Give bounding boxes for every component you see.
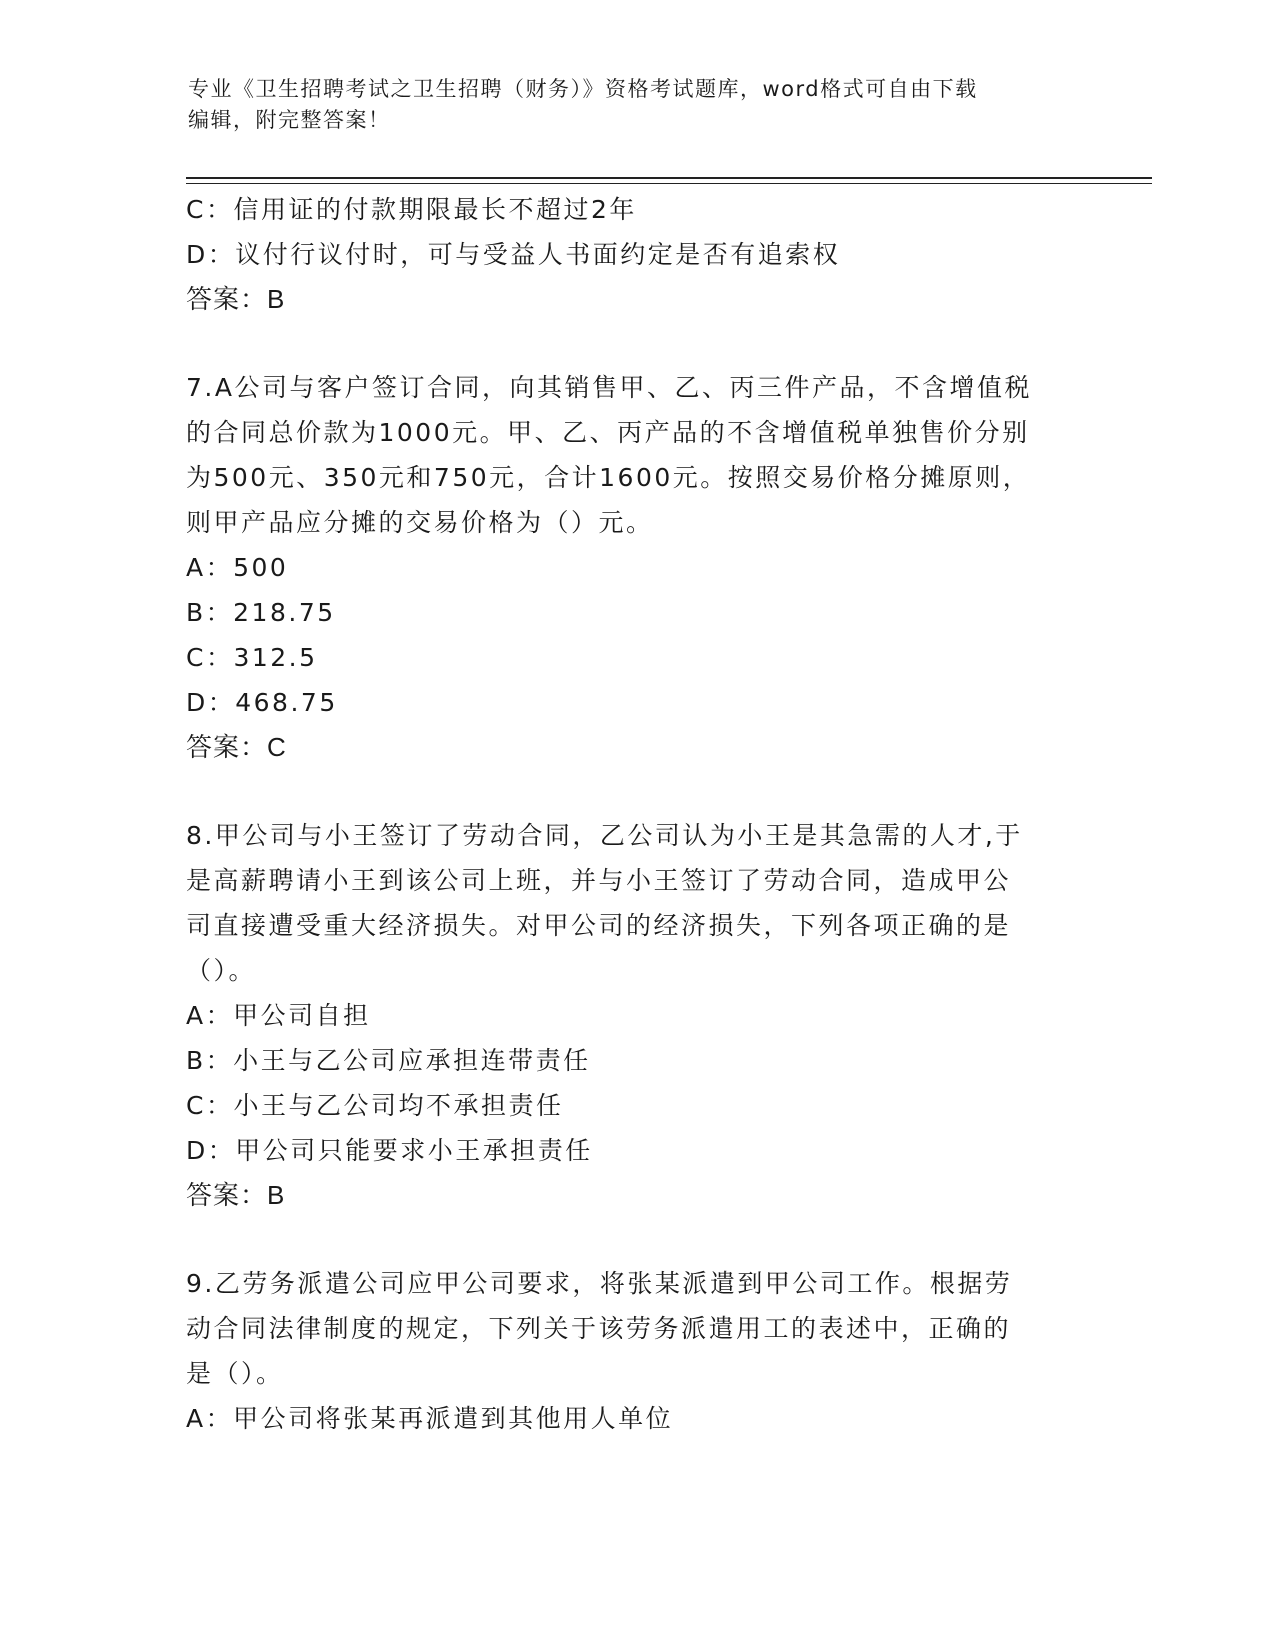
question-stem-line: （）。 — [186, 956, 257, 985]
question-stem-line: 9.乙劳务派遣公司应甲公司要求，将张某派遣到甲公司工作。根据劳 — [186, 1269, 1013, 1298]
answer-line: 答案：B — [186, 1180, 286, 1210]
header-line-2: 编辑，附完整答案！ — [188, 108, 391, 132]
option-a: A：500 — [186, 553, 289, 582]
answer-line: 答案：C — [186, 732, 287, 762]
spacer — [186, 770, 1086, 813]
header-rule-thick — [186, 177, 1152, 179]
option-a: A：甲公司将张某再派遣到其他用人单位 — [186, 1404, 674, 1433]
question-stem-line: 是高薪聘请小王到该公司上班，并与小王签订了劳动合同，造成甲公 — [186, 866, 1012, 895]
option-d: D：甲公司只能要求小王承担责任 — [186, 1136, 593, 1165]
question-stem-line: 则甲产品应分摊的交易价格为（）元。 — [186, 508, 654, 537]
page-header — [188, 74, 1088, 136]
option-c: C：信用证的付款期限最长不超过2年 — [186, 195, 637, 224]
header-line-1: 专业《卫生招聘考试之卫生招聘（财务）》资格考试题库，word格式可自由下载 — [188, 77, 978, 101]
header-rule-thin — [186, 183, 1152, 184]
option-c: C：小王与乙公司均不承担责任 — [186, 1091, 564, 1120]
question-stem-line: 的合同总价款为1000元。甲、乙、丙产品的不含增值税单独售价分别 — [186, 418, 1030, 447]
question-stem-line: 为500元、350元和750元，合计1600元。按照交易价格分摊原则， — [186, 463, 1031, 492]
option-b: B：218.75 — [186, 598, 336, 627]
option-c: C：312.5 — [186, 643, 318, 672]
question-stem-line: 8.甲公司与小王签订了劳动合同，乙公司认为小王是其急需的人才,于 — [186, 821, 1023, 850]
question-stem-line: 动合同法律制度的规定，下列关于该劳务派遣用工的表述中，正确的 — [186, 1314, 1012, 1343]
question-9 — [186, 1261, 1086, 1441]
question-stem-line: 司直接遭受重大经济损失。对甲公司的经济损失，下列各项正确的是 — [186, 911, 1012, 940]
option-b: B：小王与乙公司应承担连带责任 — [186, 1046, 591, 1075]
question-8 — [186, 813, 1086, 1218]
option-d: D：议付行议付时，可与受益人书面约定是否有追索权 — [186, 240, 841, 269]
option-d: D：468.75 — [186, 688, 338, 717]
option-a: A：甲公司自担 — [186, 1001, 371, 1030]
document-body — [186, 187, 1086, 1441]
question-7 — [186, 365, 1086, 770]
previous-question-tail — [186, 187, 1086, 322]
question-stem-line: 是（）。 — [186, 1359, 284, 1388]
spacer — [186, 322, 1086, 365]
answer-line: 答案：B — [186, 284, 286, 314]
question-stem-line: 7.A公司与客户签订合同，向其销售甲、乙、丙三件产品，不含增值税 — [186, 373, 1032, 402]
spacer — [186, 1218, 1086, 1261]
